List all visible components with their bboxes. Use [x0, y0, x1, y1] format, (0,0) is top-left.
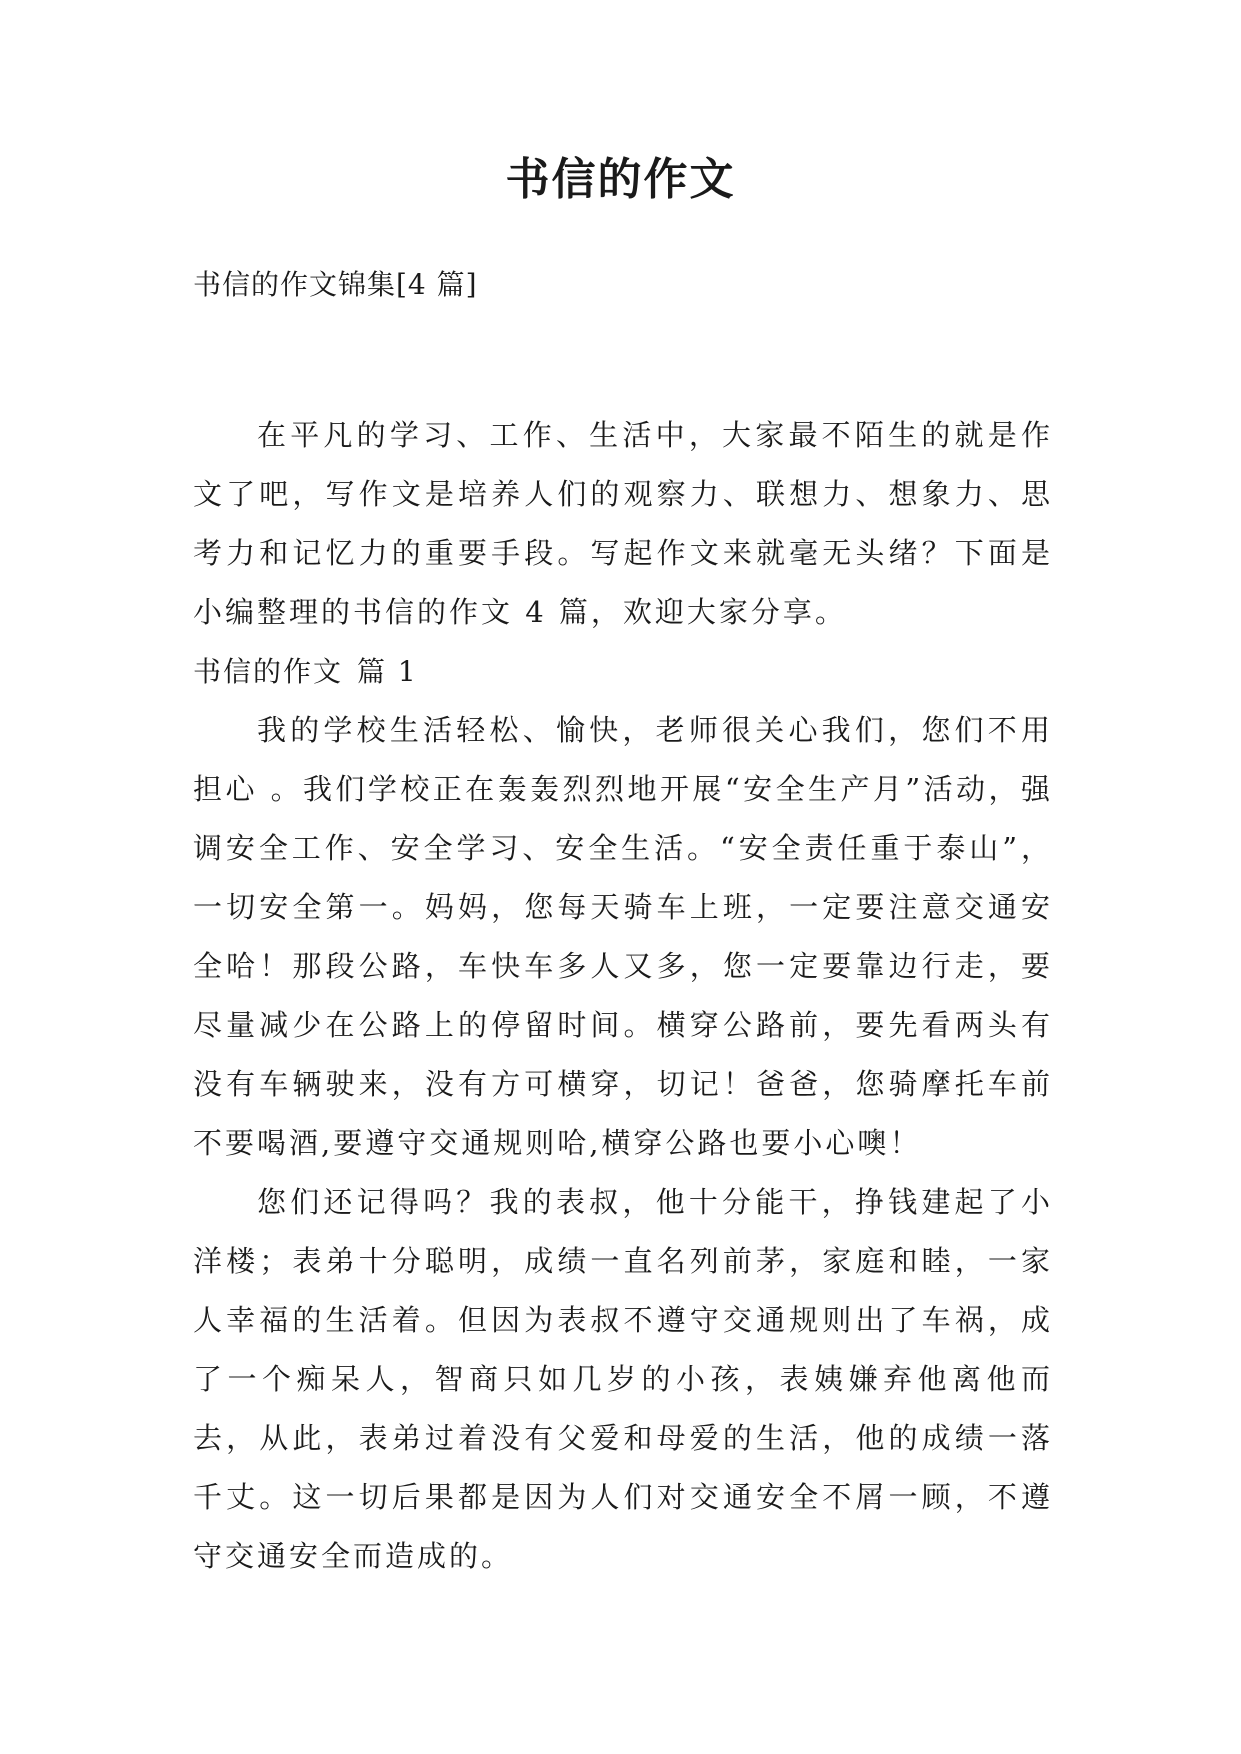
section-heading [193, 642, 1053, 701]
section-heading-title: 书信的作文 [193, 655, 344, 688]
section-paragraph: 我的学校生活轻松、愉快，老师很关心我们，您们不用担心 。我们学校正在轰轰烈烈地开展“安全生产月”活动，强调安全工作、安全学习、安全生活。“安全责任重于泰山”，一切安全第一。妈妈，您每天骑车上班，一定要注意交通安全哈！那段公路，车快车多人又多，您一定要靠边行走，要尽量减少在公路上的停留时间。横穿公路前，要先看两头有没有车辆驶来，没有方可横穿，切记！爸爸，您骑摩托车前不要喝酒,要遵守交通规则哈,横穿公路也要小心噢！ [193, 713, 1053, 1160]
section-paragraph: 您们还记得吗？我的表叔，他十分能干，挣钱建起了小洋楼；表弟十分聪明，成绩一直名列前茅，家庭和睦，一家人幸福的生活着。但因为表叔不遵守交通规则出了车祸，成了一个痴呆人，智商只如几岁的小孩，表姨嫌弃他离他而去，从此，表弟过着没有父爱和母爱的生活，他的成绩一落千丈。这一切后果都是因为人们对交通安全不屑一顾，不遵守交通安全而造成的。 [193, 1185, 1053, 1573]
document-body [193, 406, 1053, 1586]
intro-paragraph: 在平凡的学习、工作、生活中，大家最不陌生的就是作文了吧，写作文是培养人们的观察力、联想力、想象力、思考力和记忆力的重要手段。写起作文来就毫无头绪？下面是小编整理的书信的作文 4 篇，欢迎大家分享。 [193, 418, 1053, 629]
document-title: 书信的作文 [505, 154, 736, 205]
document-subtitle: 书信的作文锦集[4 篇] [193, 268, 478, 301]
section-heading-number: 篇 1 [357, 655, 418, 688]
